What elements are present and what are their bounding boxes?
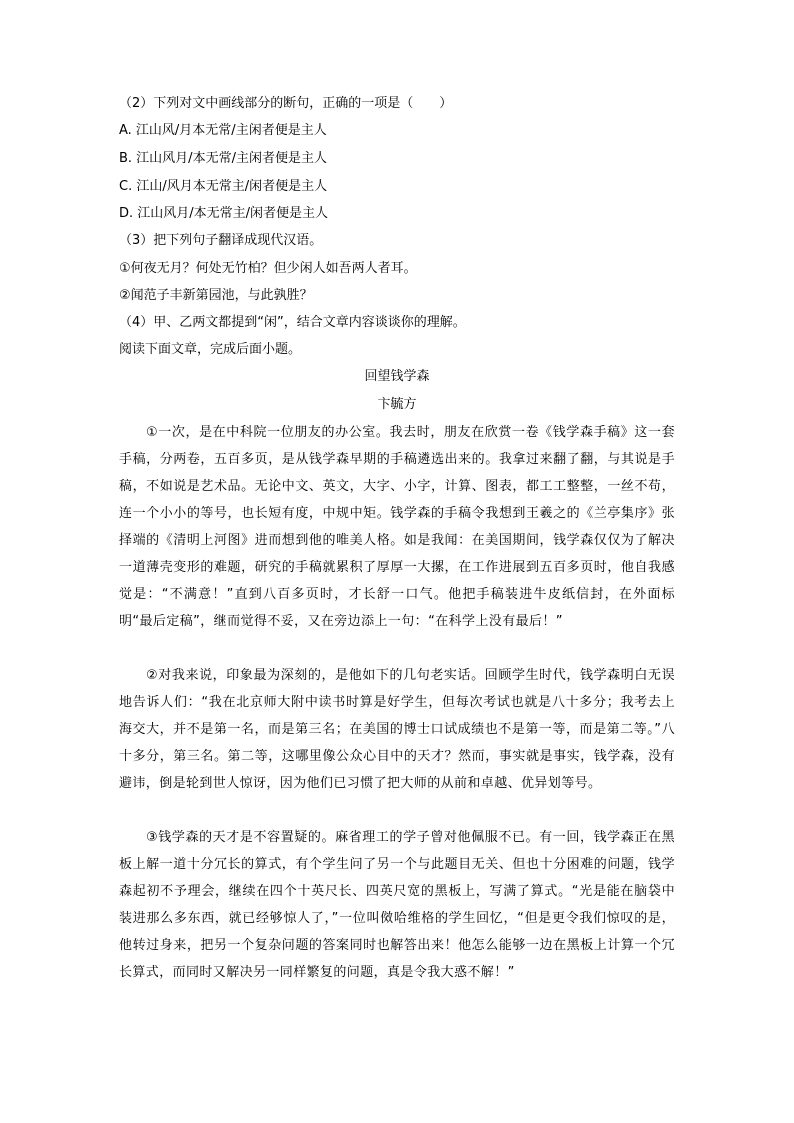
article-author: 卞毓方	[377, 397, 417, 412]
question-2-option-d: D. 江山风月/本无常主/闲者便是主人	[119, 206, 329, 221]
article-paragraph-3: ③钱学森的天才是不容置疑的。麻省理工的学子曾对他佩服不已。有一回，钱学森正在黑板上解一道十分冗长的算式，有个学生问了另一个与此题目无关、但也十分困难的问题，钱学森起初不予理会，继续在四个十英尺长、四英尺宽的黑板上，写满了算式。“光是能在脑袋中装进那么多东西，就已经够惊人了，”一位叫傚哈维格的学生回忆，“但是更令我们惊叹的是，他转过身来，把另一个复杂问题的答案同时也解答出来！他怎么能够一边在黑板上计算一个冗长算式，而同时又解决另一同样繁复的问题，真是令我大惑不解！”	[119, 830, 675, 980]
question-3-stem: （3）把下列句子翻译成现代汉语。	[119, 233, 323, 248]
question-2-option-c: C. 江山/风月本无常主/闲者便是主人	[119, 179, 328, 194]
question-4-stem: （4）甲、乙两文都提到“闲”，结合文章内容谈谈你的理解。	[119, 315, 466, 330]
reading-instruction: 阅读下面文章，完成后面小题。	[119, 342, 302, 357]
article-title: 回望钱学森	[364, 369, 430, 384]
question-3-item-1: ①何夜无月？何处无竹柏？但少闲人如吾两人者耳。	[119, 261, 417, 276]
article-paragraph-1: ①一次，是在中科院一位朋友的办公室。我去时，朋友在欣赏一卷《钱学森手稿》这一套手稿，分两卷，五百多页，是从钱学森早期的手稿遴选出来的。我拿过来翻了翻，与其说是手稿，不如说是艺术品。无论中文、英文，大字、小字，计算、图表，都工工整整，一丝不苟，连一个小小的等号，也长短有度，中规中矩。钱学森的手稿令我想到王羲之的《兰亭集序》张择端的《清明上河图》进而想到他的唯美人格。如是我闻：在美国期间，钱学森仅仅为了解决一道薄壳变形的难题，研究的手稿就累积了厚厚一大摞，在工作进展到五百多页时，他自我感觉是：“不满意！”直到八百多页时，才长舒一口气。他把手稿装进牛皮纸信封，在外面标明“最后定稿”，继而觉得不妥，又在旁边添上一句：“在科学上没有最后！”	[119, 425, 675, 629]
question-2-option-b: B. 江山风月/本无常/主闲者便是主人	[119, 151, 327, 166]
question-2-stem: （2）下列对文中画线部分的断句，正确的一项是（ ）	[119, 96, 453, 111]
question-3-item-2: ②闻范子丰新第园池，与此孰胜？	[119, 288, 313, 303]
question-2-option-a: A. 江山风/月本无常/主闲者便是主人	[119, 123, 327, 138]
article-paragraph-2: ②对我来说，印象最为深刻的，是他如下的几句老实话。回顾学生时代，钱学森明白无误地告诉人们：“我在北京师大附中读书时算是好学生，但每次考试也就是八十多分；我考去上海交大，并不是第一名，而是第三名；在美国的博士口试成绩也不是第一等，而是第二等。”八十多分，第三名。第二等，这哪里像公众心目中的天才？然而，事实就是事实，钱学森，没有避讳，倒是轮到世人惊讶，因为他们已习惯了把大师的从前和卓越、优异划等号。	[119, 668, 675, 791]
